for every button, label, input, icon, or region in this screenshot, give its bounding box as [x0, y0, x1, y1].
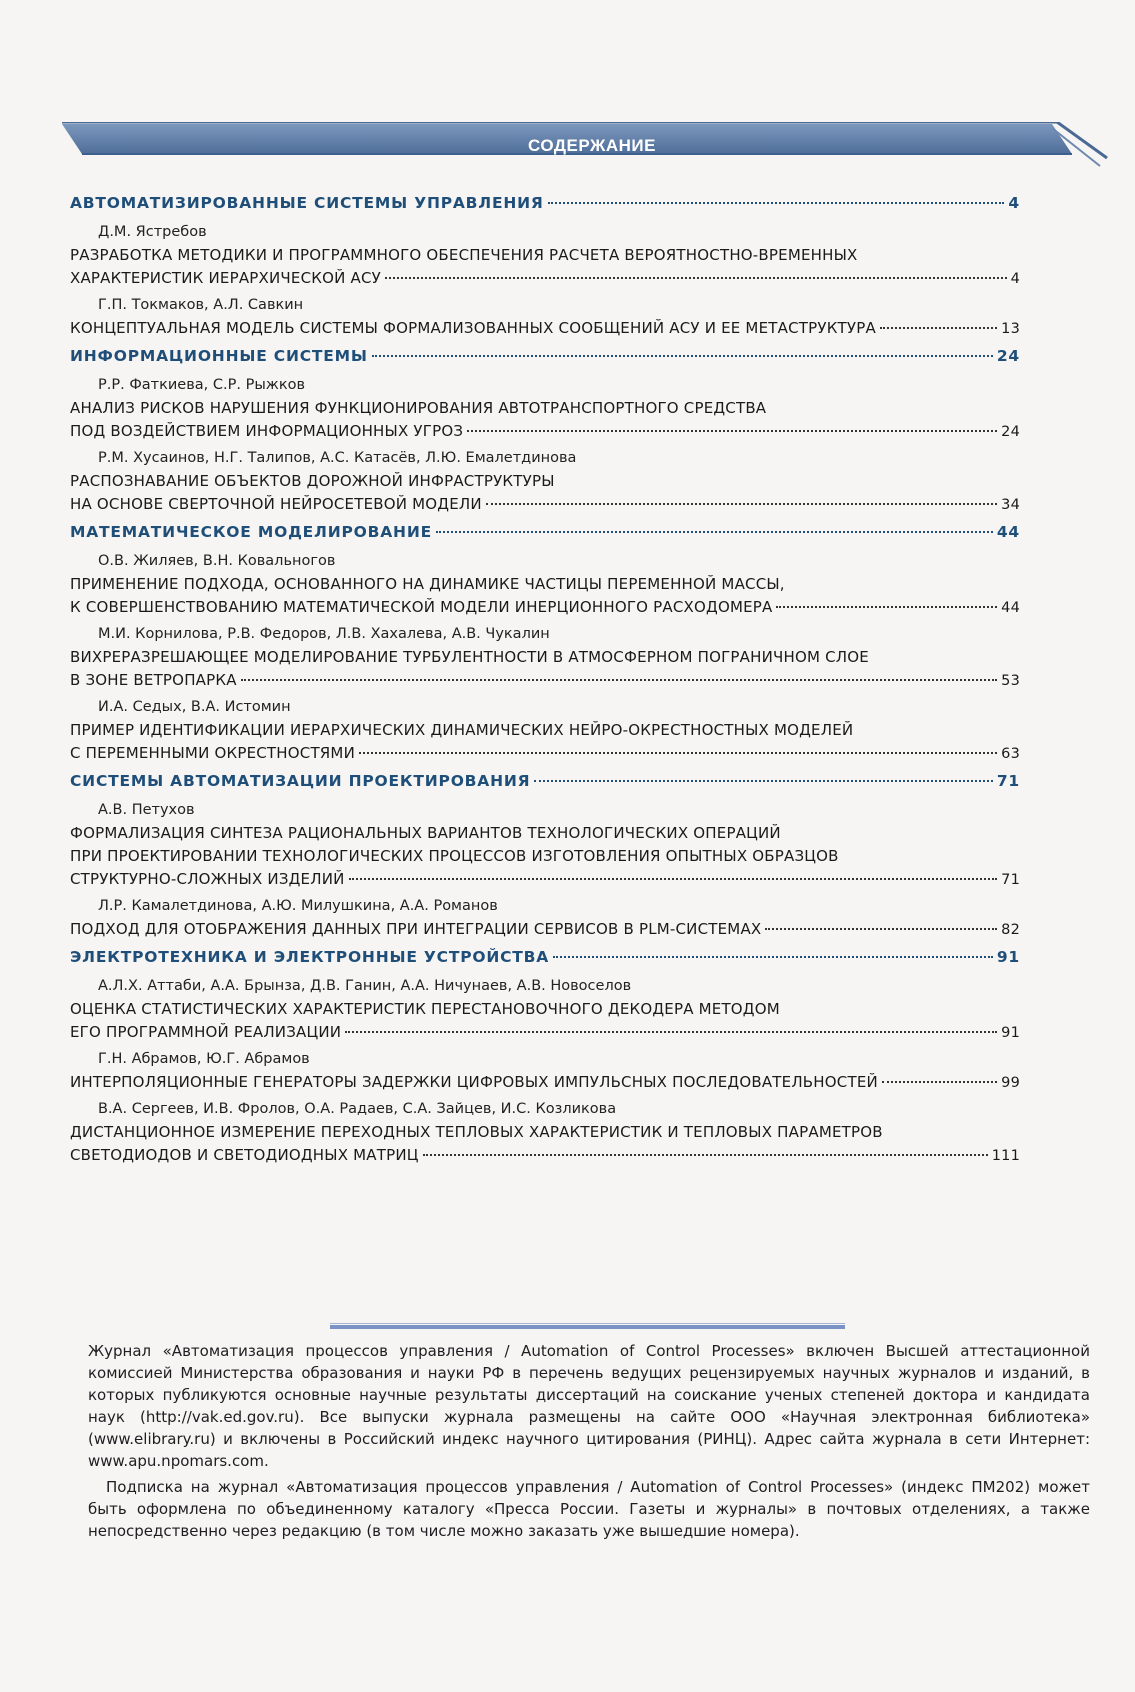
toc-article[interactable] [70, 998, 1020, 1045]
article-page-number: 24 [1001, 424, 1020, 440]
article-authors: В.А. Сергеев, И.В. Фролов, О.А. Радаев, С.А. Зайцев, И.С. Козликова [98, 1101, 617, 1117]
article-title-line: ОЦЕНКА СТАТИСТИЧЕСКИХ ХАРАКТЕРИСТИК ПЕРЕСТАНОВОЧНОГО ДЕКОДЕРА МЕТОДОМ [70, 1000, 780, 1018]
toc-section[interactable] [70, 188, 1020, 218]
article-authors: М.И. Корнилова, Р.В. Федоров, Л.В. Хахалева, А.В. Чукалин [98, 626, 550, 642]
toc-section[interactable] [70, 517, 1020, 547]
article-page-number: 4 [1010, 271, 1020, 287]
toc-article[interactable] [70, 244, 1020, 291]
dot-leader [423, 1154, 988, 1156]
dot-leader [385, 277, 1007, 279]
toc-section[interactable] [70, 942, 1020, 972]
article-title-last-line [70, 669, 1020, 693]
article-title-last-line [70, 1144, 1020, 1168]
article-title-line: СТРУКТУРНО-СЛОЖНЫХ ИЗДЕЛИЙ [70, 870, 345, 888]
dot-leader [349, 878, 998, 880]
article-title-last-line [70, 420, 1020, 444]
article-title-line: КОНЦЕПТУАЛЬНАЯ МОДЕЛЬ СИСТЕМЫ ФОРМАЛИЗОВАННЫХ СООБЩЕНИЙ АСУ И ЕЕ МЕТАСТРУКТУРА [70, 319, 876, 337]
section-page-number: 91 [996, 948, 1020, 966]
toc-article[interactable] [70, 470, 1020, 517]
article-title-line: К СОВЕРШЕНСТВОВАНИЮ МАТЕМАТИЧЕСКОЙ МОДЕЛИ ИНЕРЦИОННОГО РАСХОДОМЕРА [70, 598, 773, 616]
toc-section[interactable] [70, 341, 1020, 371]
note-paragraph-vak: Журнал «Автоматизация процессов управления / Automation of Control Processes» включен Высшей аттестационной комиссией Министерства образования и науки РФ в перечень ведущих рецензируемых научных журналов и изданий, в которых публикуются основные научные результаты диссертаций на соискание ученых степеней доктора и кандидата наук (http://vak.ed.gov.ru). Все выпуски журнала размещены на сайте ООО «Научная электронная библиотека» (www.elibrary.ru) и включены в Российский индекс научного цитирования (РИНЦ). Адрес сайта журнала в сети Интернет: www.apu.npomars.com. [88, 1342, 1090, 1470]
toc-article[interactable] [70, 719, 1020, 766]
toc-article[interactable] [70, 918, 1020, 942]
dot-leader [880, 327, 997, 329]
article-page-number: 53 [1001, 673, 1020, 689]
article-title-last-line [70, 918, 1020, 942]
dot-leader [486, 503, 997, 505]
article-title-line: В ЗОНЕ ВЕТРОПАРКА [70, 671, 237, 689]
article-page-number: 44 [1001, 600, 1020, 616]
article-title-line: СВЕТОДИОДОВ И СВЕТОДИОДНЫХ МАТРИЦ [70, 1146, 419, 1164]
toc-article[interactable] [70, 317, 1020, 341]
article-page-number: 71 [1001, 872, 1020, 888]
article-title-last-line [70, 267, 1020, 291]
article-title-line: ПРИМЕНЕНИЕ ПОДХОДА, ОСНОВАННОГО НА ДИНАМИКЕ ЧАСТИЦЫ ПЕРЕМЕННОЙ МАССЫ, [70, 575, 785, 593]
article-page-number: 99 [1001, 1075, 1020, 1091]
dot-leader [241, 679, 997, 681]
article-authors: Р.Р. Фаткиева, С.Р. Рыжков [98, 377, 306, 393]
article-page-number: 13 [1001, 321, 1020, 337]
dot-leader [534, 780, 992, 782]
article-title-line: С ПЕРЕМЕННЫМИ ОКРЕСТНОСТЯМИ [70, 744, 355, 762]
article-page-number: 63 [1001, 746, 1020, 762]
divider-line [330, 1323, 845, 1324]
dot-leader [548, 202, 1005, 204]
article-authors: Р.М. Хусаинов, Н.Г. Талипов, А.С. Катасёв, Л.Ю. Емалетдинова [98, 450, 577, 466]
article-title-line: ВИХРЕРАЗРЕШАЮЩЕЕ МОДЕЛИРОВАНИЕ ТУРБУЛЕНТНОСТИ В АТМОСФЕРНОМ ПОГРАНИЧНОМ СЛОЕ [70, 648, 869, 666]
dot-leader [553, 956, 993, 958]
note-paragraph-subscription: Подписка на журнал «Автоматизация процессов управления / Automation of Control Processes» (индекс ПМ202) может быть оформлена по объединенному каталогу «Пресса России. Газеты и журналы» в почтовых отделениях, а также непосредственно через редакцию (в том числе можно заказать уже вышедшие номера). [88, 1478, 1090, 1540]
article-title-line: ПРИМЕР ИДЕНТИФИКАЦИИ ИЕРАРХИЧЕСКИХ ДИНАМИЧЕСКИХ НЕЙРО-ОКРЕСТНОСТНЫХ МОДЕЛЕЙ [70, 721, 854, 739]
dot-leader [467, 430, 997, 432]
article-title-line: ФОРМАЛИЗАЦИЯ СИНТЕЗА РАЦИОНАЛЬНЫХ ВАРИАНТОВ ТЕХНОЛОГИЧЕСКИХ ОПЕРАЦИЙ [70, 824, 781, 842]
toc-article[interactable] [70, 822, 1020, 892]
article-title-line: ПРИ ПРОЕКТИРОВАНИИ ТЕХНОЛОГИЧЕСКИХ ПРОЦЕССОВ ИЗГОТОВЛЕНИЯ ОПЫТНЫХ ОБРАЗЦОВ [70, 847, 839, 865]
article-title-line: АНАЛИЗ РИСКОВ НАРУШЕНИЯ ФУНКЦИОНИРОВАНИЯ АВТОТРАНСПОРТНОГО СРЕДСТВА [70, 399, 767, 417]
article-authors: О.В. Жиляев, В.Н. Ковальногов [98, 553, 336, 569]
article-title-last-line [70, 1021, 1020, 1045]
banner-title: СОДЕРЖАНИЕ [528, 136, 656, 155]
section-title: АВТОМАТИЗИРОВАННЫЕ СИСТЕМЫ УПРАВЛЕНИЯ [70, 194, 544, 212]
toc-article[interactable] [70, 646, 1020, 693]
article-page-number: 111 [991, 1148, 1020, 1164]
dot-leader [765, 928, 997, 930]
article-title-last-line [70, 493, 1020, 517]
article-authors: Д.М. Ястребов [98, 224, 207, 240]
section-page-number: 71 [996, 772, 1020, 790]
toc-article[interactable] [70, 1121, 1020, 1168]
section-page-number: 4 [1008, 194, 1020, 212]
article-title-line: НА ОСНОВЕ СВЕРТОЧНОЙ НЕЙРОСЕТЕВОЙ МОДЕЛИ [70, 495, 482, 513]
section-title: ИНФОРМАЦИОННЫЕ СИСТЕМЫ [70, 347, 368, 365]
section-title: ЭЛЕКТРОТЕХНИКА И ЭЛЕКТРОННЫЕ УСТРОЙСТВА [70, 948, 550, 966]
dot-leader [359, 752, 997, 754]
article-title-line: ЕГО ПРОГРАММНОЙ РЕАЛИЗАЦИИ [70, 1023, 342, 1041]
article-title-line: ПОД ВОЗДЕЙСТВИЕМ ИНФОРМАЦИОННЫХ УГРОЗ [70, 422, 464, 440]
section-title: СИСТЕМЫ АВТОМАТИЗАЦИИ ПРОЕКТИРОВАНИЯ [70, 772, 531, 790]
article-authors: Г.Н. Абрамов, Ю.Г. Абрамов [98, 1051, 310, 1067]
article-authors: И.А. Седых, В.А. Истомин [98, 699, 291, 715]
divider-bar [330, 1325, 845, 1329]
article-title-line: РАСПОЗНАВАНИЕ ОБЪЕКТОВ ДОРОЖНОЙ ИНФРАСТРУКТУРЫ [70, 472, 555, 490]
article-title-line: ПОДХОД ДЛЯ ОТОБРАЖЕНИЯ ДАННЫХ ПРИ ИНТЕГРАЦИИ СЕРВИСОВ В PLM-СИСТЕМАХ [70, 920, 762, 938]
section-page-number: 44 [996, 523, 1020, 541]
article-title-last-line [70, 1071, 1020, 1095]
article-title-line: ХАРАКТЕРИСТИК ИЕРАРХИЧЕСКОЙ АСУ [70, 269, 381, 287]
article-page-number: 91 [1001, 1025, 1020, 1041]
article-authors: А.Л.Х. Аттаби, А.А. Брынза, Д.В. Ганин, А.А. Ничунаев, А.В. Новоселов [98, 978, 632, 994]
dot-leader [882, 1081, 997, 1083]
section-title: МАТЕМАТИЧЕСКОЕ МОДЕЛИРОВАНИЕ [70, 523, 432, 541]
dot-leader [436, 531, 993, 533]
article-authors: А.В. Петухов [98, 802, 195, 818]
article-title-line: ИНТЕРПОЛЯЦИОННЫЕ ГЕНЕРАТОРЫ ЗАДЕРЖКИ ЦИФРОВЫХ ИМПУЛЬСНЫХ ПОСЛЕДОВАТЕЛЬНОСТЕЙ [70, 1073, 878, 1091]
article-title-last-line [70, 596, 1020, 620]
article-title-last-line [70, 317, 1020, 341]
table-of-contents [70, 188, 1020, 1168]
article-title-line: ДИСТАНЦИОННОЕ ИЗМЕРЕНИЕ ПЕРЕХОДНЫХ ТЕПЛОВЫХ ХАРАКТЕРИСТИК И ТЕПЛОВЫХ ПАРАМЕТРОВ [70, 1123, 883, 1141]
article-title-line: РАЗРАБОТКА МЕТОДИКИ И ПРОГРАММНОГО ОБЕСПЕЧЕНИЯ РАСЧЕТА ВЕРОЯТНОСТНО-ВРЕМЕННЫХ [70, 246, 858, 264]
article-authors: Л.Р. Камалетдинова, А.Ю. Милушкина, А.А. Романов [98, 898, 498, 914]
journal-notes [88, 1340, 1090, 1546]
contents-banner [62, 122, 1112, 176]
toc-article[interactable] [70, 573, 1020, 620]
article-title-last-line [70, 868, 1020, 892]
toc-section[interactable] [70, 766, 1020, 796]
article-authors: Г.П. Токмаков, А.Л. Савкин [98, 297, 304, 313]
dot-leader [372, 355, 993, 357]
article-title-last-line [70, 742, 1020, 766]
dot-leader [776, 606, 997, 608]
article-page-number: 82 [1001, 922, 1020, 938]
dot-leader [345, 1031, 997, 1033]
section-page-number: 24 [996, 347, 1020, 365]
article-page-number: 34 [1001, 497, 1020, 513]
toc-article[interactable] [70, 1071, 1020, 1095]
toc-article[interactable] [70, 397, 1020, 444]
